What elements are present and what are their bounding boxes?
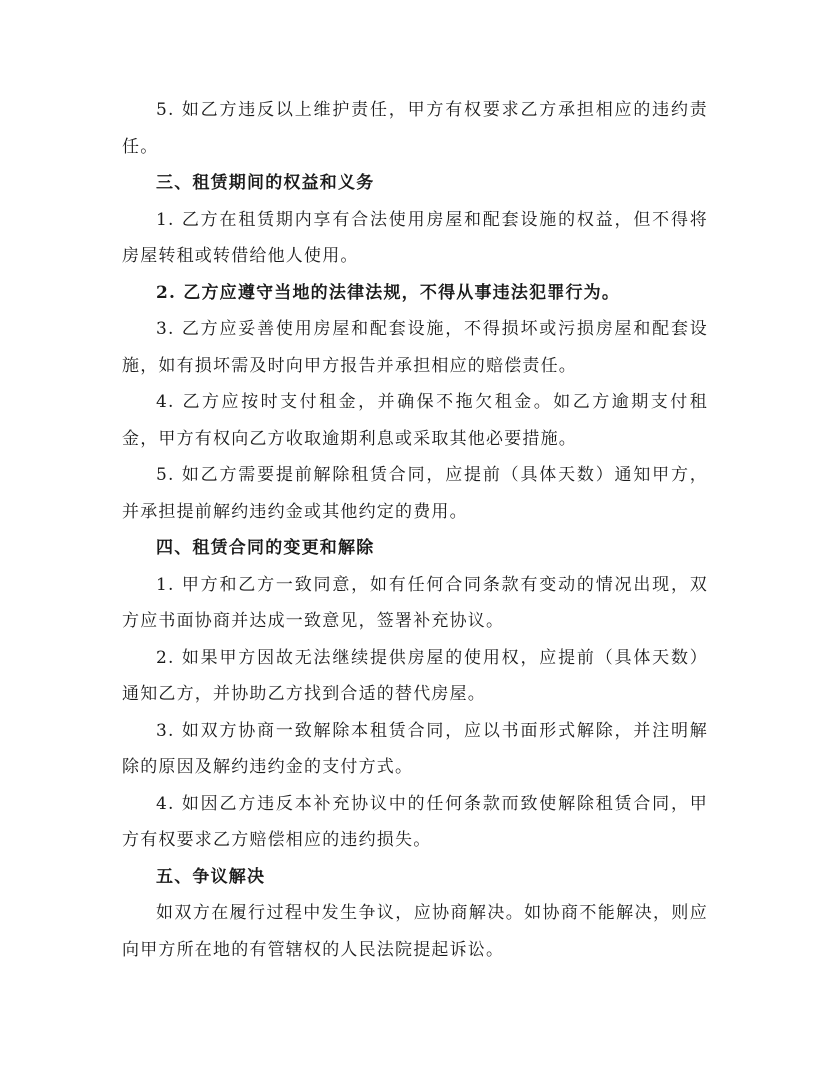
section-4-heading: 四、租赁合同的变更和解除 — [156, 538, 375, 558]
section-5-heading: 五、争议解决 — [156, 866, 266, 887]
clause-3-4: 4. 乙方应按时支付租金，并确保不拖欠租金。如乙方逾期支付租金，甲方有权向乙方收取逾期利息或采取其他必要措施。 — [122, 392, 708, 449]
clause-3-5: 5. 如乙方需要提前解除租赁合同，应提前（具体天数）通知甲方，并承担提前解约违约金或其他约定的费用。 — [122, 465, 708, 522]
clause-4-4: 4. 如因乙方违反本补充协议中的任何条款而致使解除租赁合同，甲方有权要求乙方赔偿相应的违约损失。 — [122, 793, 708, 850]
clause-4-1: 1. 甲方和乙方一致同意，如有任何合同条款有变动的情况出现，双方应书面协商并达成一致意见，签署补充协议。 — [122, 574, 708, 631]
clause-4-3: 3. 如双方协商一致解除本租赁合同，应以书面形式解除，并注明解除的原因及解约违约金的支付方式。 — [122, 720, 708, 777]
clause-3-2: 2. 乙方应遵守当地的法律法规，不得从事违法犯罪行为。 — [156, 282, 621, 303]
clause-4-2: 2. 如果甲方因故无法继续提供房屋的使用权，应提前（具体天数）通知乙方，并协助乙方找到合适的替代房屋。 — [122, 647, 708, 704]
document-body — [122, 92, 708, 968]
section-3-heading: 三、租赁期间的权益和义务 — [156, 173, 375, 193]
clause-3-1: 1. 乙方在租赁期内享有合法使用房屋和配套设施的权益，但不得将房屋转租或转借给他人使用。 — [122, 209, 708, 266]
clause-3-3: 3. 乙方应妥善使用房屋和配套设施，不得损坏或污损房屋和配套设施，如有损坏需及时向甲方报告并承担相应的赔偿责任。 — [122, 319, 708, 376]
clause-5-body: 如双方在履行过程中发生争议，应协商解决。如协商不能解决，则应向甲方所在地的有管辖权的人民法院提起诉讼。 — [122, 903, 708, 960]
clause-2-5: 5. 如乙方违反以上维护责任，甲方有权要求乙方承担相应的违约责任。 — [122, 100, 708, 157]
